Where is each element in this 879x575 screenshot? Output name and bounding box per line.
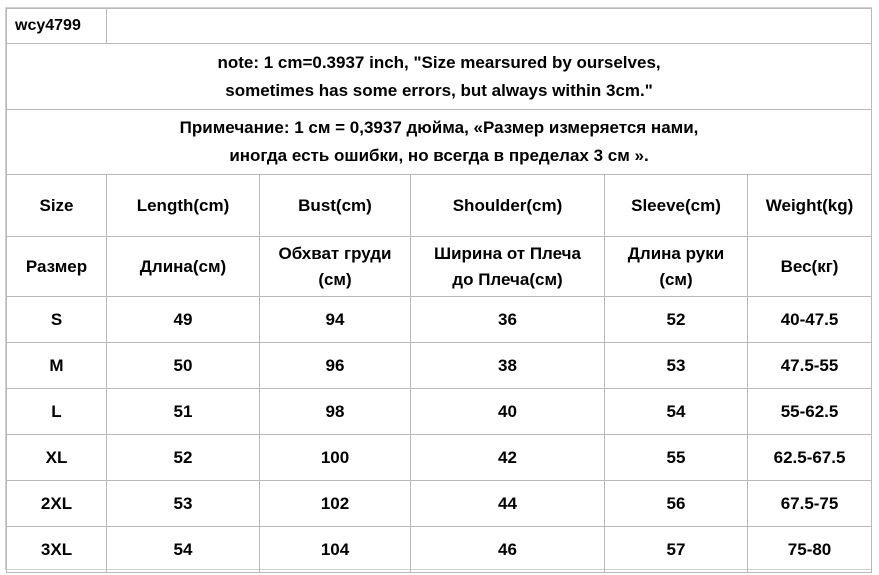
note-ru-line1: Примечание: 1 см = 0,3937 дюйма, «Размер измеряется нами, (179, 118, 699, 137)
header-ru-length-line1: Длина(см) (139, 256, 227, 276)
header-ru-bust (260, 237, 411, 297)
cell-weight: 62.5-67.5 (748, 435, 872, 481)
cell-weight: 75-80 (748, 527, 872, 573)
cell-size: M (7, 343, 107, 389)
cell-bust: 102 (260, 481, 411, 527)
cell-sleeve: 55 (605, 435, 748, 481)
header-ru-sleeve-line2: (см) (659, 269, 693, 289)
header-ru-row (7, 237, 872, 297)
header-weight: Weight(kg) (748, 175, 872, 237)
cell-shoulder: 42 (411, 435, 605, 481)
note-ru-line2: иногда есть ошибки, но всегда в пределах 3 см ». (229, 146, 649, 165)
cell-size: S (7, 297, 107, 343)
header-shoulder: Shoulder(cm) (411, 175, 605, 237)
cell-weight: 47.5-55 (748, 343, 872, 389)
cell-size: 3XL (7, 527, 107, 573)
header-ru-weight (748, 237, 872, 297)
cell-length: 49 (107, 297, 260, 343)
header-ru-sleeve-line1: Длина руки (627, 243, 725, 263)
cell-size: 2XL (7, 481, 107, 527)
cell-bust: 94 (260, 297, 411, 343)
table-row (7, 435, 872, 481)
table-row (7, 389, 872, 435)
table-row (7, 297, 872, 343)
product-code: wcy4799 (7, 9, 107, 44)
header-en-row (7, 175, 872, 237)
cell-sleeve: 54 (605, 389, 748, 435)
header-ru-sleeve (605, 237, 748, 297)
header-ru-shoulder-line1: Ширина от Плеча (434, 243, 581, 263)
note-ru-row (7, 110, 872, 175)
header-ru-weight-line1: Вес(кг) (780, 256, 839, 276)
cell-length: 53 (107, 481, 260, 527)
size-chart-table (6, 8, 872, 573)
cell-bust: 104 (260, 527, 411, 573)
cell-shoulder: 40 (411, 389, 605, 435)
cell-shoulder: 36 (411, 297, 605, 343)
cell-length: 51 (107, 389, 260, 435)
cell-shoulder: 38 (411, 343, 605, 389)
note-en-line1: note: 1 cm=0.3937 inch, "Size mearsured by ourselves, (217, 52, 661, 72)
cell-shoulder: 44 (411, 481, 605, 527)
cell-weight: 40-47.5 (748, 297, 872, 343)
cell-shoulder: 46 (411, 527, 605, 573)
cell-bust: 100 (260, 435, 411, 481)
cell-sleeve: 53 (605, 343, 748, 389)
header-ru-size-line1: Размер (25, 256, 88, 276)
code-row (7, 9, 872, 44)
header-ru-length (107, 237, 260, 297)
header-size: Size (7, 175, 107, 237)
cell-sleeve: 52 (605, 297, 748, 343)
cell-bust: 96 (260, 343, 411, 389)
header-ru-shoulder (411, 237, 605, 297)
code-row-blank (107, 9, 872, 44)
cell-sleeve: 57 (605, 527, 748, 573)
cell-size: XL (7, 435, 107, 481)
cell-size: L (7, 389, 107, 435)
header-ru-bust-line1: Обхват груди (278, 243, 392, 263)
header-bust: Bust(cm) (260, 175, 411, 237)
header-sleeve: Sleeve(cm) (605, 175, 748, 237)
note-en-row (7, 44, 872, 110)
cell-sleeve: 56 (605, 481, 748, 527)
cell-bust: 98 (260, 389, 411, 435)
header-length: Length(cm) (107, 175, 260, 237)
table-row (7, 343, 872, 389)
table-row (7, 481, 872, 527)
header-ru-size (7, 237, 107, 297)
cell-length: 54 (107, 527, 260, 573)
cell-weight: 67.5-75 (748, 481, 872, 527)
cell-length: 50 (107, 343, 260, 389)
header-ru-shoulder-line2: до Плеча(см) (452, 269, 563, 289)
note-russian (7, 110, 872, 175)
table-row (7, 527, 872, 573)
cell-length: 52 (107, 435, 260, 481)
header-ru-bust-line2: (см) (318, 269, 352, 289)
note-en-line2: sometimes has some errors, but always within 3cm." (225, 80, 653, 100)
note-english (7, 44, 872, 110)
cell-weight: 55-62.5 (748, 389, 872, 435)
